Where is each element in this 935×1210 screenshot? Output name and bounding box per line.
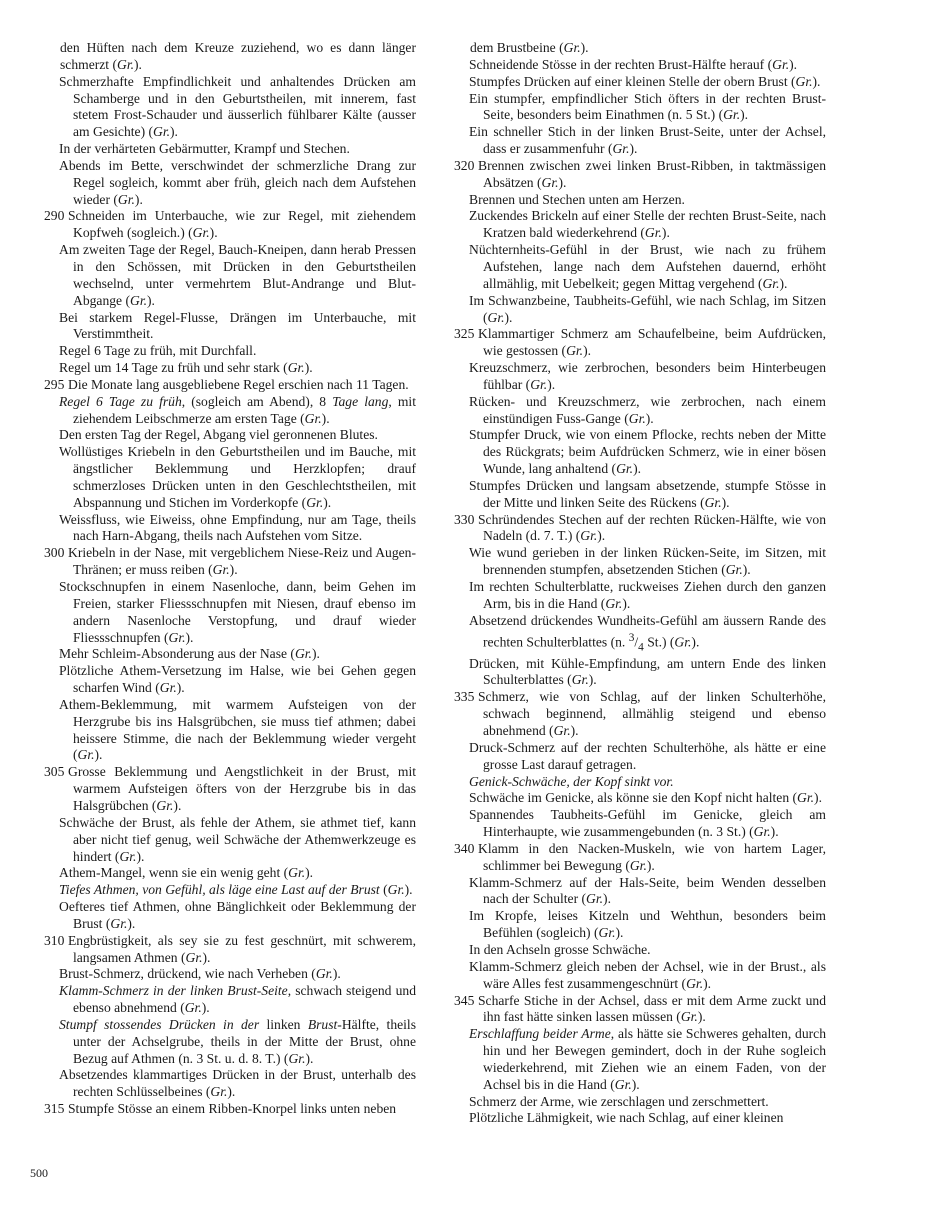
- symptom-entry: In der verhärteten Gebärmutter, Krampf und Stechen.: [59, 141, 350, 157]
- entry-number: 290: [44, 208, 65, 224]
- symptom-entry: Absetzendes klammartiges Drücken in der Brust, unterhalb des rechten Schlüsselbeines (Gr.).: [59, 1067, 416, 1100]
- entry-number: 325: [454, 326, 475, 342]
- entry-number: 340: [454, 840, 475, 856]
- symptom-entry: den Hüften nach dem Kreuze zuziehend, wo es dann länger schmerzt (Gr.).: [60, 40, 416, 72]
- symptom-entry: Nüchternheits-Gefühl in der Brust, wie nach zu frühem Aufstehen, lange nach dem Aufstehen dauernd, erhöht allmählig, mit Uebelkeit; gegen Mittag vergehend (Gr.).: [469, 242, 826, 291]
- symptom-entry: Schwäche im Genicke, als könne sie den Kopf nicht halten (Gr.).: [469, 790, 822, 806]
- symptom-entry: Am zweiten Tage der Regel, Bauch-Kneipen, dann herab Pressen in den Schössen, mit Drücken in den Geburtstheilen wechselnd, unter vermehrtem Blut-Andrange und Blut-Abgange (Gr.).: [59, 242, 416, 308]
- symptom-entry: Klamm-Schmerz auf der Hals-Seite, beim Wenden desselben nach der Schulter (Gr.).: [469, 874, 826, 907]
- symptom-entry: Absetzend drückendes Wundheits-Gefühl am äussern Rande des rechten Schulterblattes (n. $^3/_4$ St.) (Gr.).: [469, 612, 826, 653]
- symptom-entry: Mehr Schleim-Absonderung aus der Nase (Gr.).: [59, 646, 320, 662]
- symptom-entry: Abends im Bette, verschwindet der schmerzliche Drang zur Regel sogleich, kommt aber früh, gleich nach dem Aufstehen wieder (Gr.).: [59, 157, 416, 207]
- symptom-entry: Kreuzschmerz, wie zerbrochen, besonders beim Hinterbeugen fühlbar (Gr.).: [469, 360, 826, 392]
- entry-number: 320: [454, 157, 475, 173]
- entry-number: 300: [44, 545, 65, 561]
- symptom-entry: Stumpfes Drücken und langsam absetzende, stumpfe Stösse in der Mitte und linken Seite des Rückens (Gr.).: [469, 477, 826, 510]
- symptom-entry: Plötzliche Lähmigkeit, wie nach Schlag, auf einer kleinen: [469, 1110, 784, 1126]
- entry-number: 305: [44, 764, 65, 780]
- symptom-entry: Wie wund gerieben in der linken Rücken-Seite, im Sitzen, mit brennenden stumpfen, absetzenden Stichen (Gr.).: [469, 545, 826, 578]
- symptom-entry: Regel 6 Tage zu früh, (sogleich am Abend), 8 Tage lang, mit ziehendem Leibschmerze am ersten Tage (Gr.).: [59, 393, 416, 426]
- entry-number: 310: [44, 932, 65, 948]
- symptom-entry: Ein stumpfer, empfindlicher Stich öfters in der rechten Brust-Seite, besonders beim Einathmen (n. 5 St.) (Gr.).: [469, 90, 826, 123]
- symptom-entry: Im Schwanzbeine, Taubheits-Gefühl, wie nach Schlag, im Sitzen (Gr.).: [469, 292, 826, 325]
- symptom-entry: Spannendes Taubheits-Gefühl im Genicke, gleich am Hinterhaupte, wie zusammengebunden (n. 3 St.) (Gr.).: [469, 807, 826, 840]
- entry-number: 315: [44, 1101, 65, 1117]
- symptom-entry: dem Brustbeine (Gr.).: [470, 40, 589, 55]
- symptom-entry-315: 315 Stumpfe Stösse an einem Ribben-Knorpel links unten neben: [44, 1101, 397, 1117]
- entry-number: 345: [454, 992, 475, 1008]
- symptom-entry: Schneidende Stösse in der rechten Brust-Hälfte herauf (Gr.).: [469, 56, 798, 72]
- symptom-entry: Den ersten Tag der Regel, Abgang viel geronnenen Blutes.: [59, 427, 378, 443]
- symptom-entry: Brust-Schmerz, drückend, wie nach Verheben (Gr.).: [59, 966, 341, 982]
- entry-number: 335: [454, 689, 475, 705]
- symptom-entry: Stockschnupfen in einem Nasenloche, dann, beim Gehen im Freien, starker Fliessschnupfen mit Niesen, drauf ebenso im andern Nasenloche Verstopfung, und drauf wieder Fliessschnupfen (Gr.).: [59, 579, 416, 645]
- symptom-entry: Genick-Schwäche, der Kopf sinkt vor.: [469, 773, 674, 789]
- symptom-entry: Regel um 14 Tage zu früh und sehr stark (Gr.).: [59, 360, 313, 376]
- symptom-entry-320: 320 Brennen zwischen zwei linken Brust-Ribben, in taktmässigen Absätzen (Gr.).: [454, 157, 826, 190]
- symptom-entry-335: 335 Schmerz, wie von Schlag, auf der linken Schulterhöhe, schwach beginnend, allmählig steigend und ebenso abnehmend (Gr.).: [454, 689, 826, 738]
- symptom-entry: Rücken- und Kreuzschmerz, wie zerbrochen, nach einem einstündigen Fuss-Gange (Gr.).: [469, 393, 826, 426]
- symptom-entry: Regel 6 Tage zu früh, mit Durchfall.: [59, 343, 257, 359]
- symptom-entry: Stumpf stossendes Drücken in der linken Brust-Hälfte, theils unter der Achselgrube, theils in der Mitte der Brust, ohne Bezug auf Athmen (n. 3 St. u. d. 8. T.) (Gr.).: [59, 1016, 417, 1066]
- symptom-entry: Klamm-Schmerz gleich neben der Achsel, wie in der Brust., als wäre Alles fest zusammengeschnürt (Gr.).: [469, 958, 826, 991]
- right-column: [440, 40, 826, 1127]
- symptom-entry-325: 325 Klammartiger Schmerz am Schaufelbeine, beim Aufdrücken, wie gestossen (Gr.).: [454, 326, 826, 359]
- left-column: [30, 40, 416, 1118]
- symptom-entry: Stumpfes Drücken auf einer kleinen Stelle der obern Brust (Gr.).: [469, 73, 821, 89]
- symptom-entry: Schmerz der Arme, wie zerschlagen und zerschmettert.: [469, 1093, 769, 1109]
- symptom-entry-330: 330 Schründendes Stechen auf der rechten Rücken-Hälfte, wie von Nadeln (d. 7. T.) (Gr.).: [454, 511, 826, 544]
- symptom-entry: Ein schneller Stich in der linken Brust-Seite, unter der Achsel, dass er zusammenfuhr (Gr.).: [469, 124, 826, 157]
- symptom-entry-305: 305 Grosse Beklemmung und Aengstlichkeit in der Brust, mit warmem Aufsteigen öfters von der Herzgrube bis in das Halsgrübchen (Gr.).: [44, 764, 416, 813]
- symptom-entry-345: 345 Scharfe Stiche in der Achsel, dass er mit dem Arme zuckt und ihn fast hätte sinken lassen müssen (Gr.).: [454, 992, 826, 1025]
- symptom-entry: Erschlaffung beider Arme, als hätte sie Schweres gehalten, durch hin und her Bewegen gemindert, doch in der Ruhe sogleich wiederkehrend, mit Ziehen wie an einem Faden, von der Achsel bis in die Hand (Gr.).: [469, 1026, 826, 1092]
- symptom-entry: Klamm-Schmerz in der linken Brust-Seite, schwach steigend und ebenso abnehmend (Gr.).: [59, 983, 416, 1016]
- page-number: 500: [30, 1166, 48, 1180]
- symptom-entry: Stumpfer Druck, wie von einem Pflocke, rechts neben der Mitte des Rückgrats; beim Aufdrücken Schmerz, wie in einer bösen Wunde, lang anhaltend (Gr.).: [469, 427, 826, 477]
- symptom-entry: Im rechten Schulterblatte, ruckweises Ziehen durch den ganzen Arm, bis in die Hand (Gr.).: [469, 579, 826, 611]
- symptom-entry: Plötzliche Athem-Versetzung im Halse, wie bei Gehen gegen scharfen Wind (Gr.).: [59, 663, 416, 696]
- symptom-entry: Drücken, mit Kühle-Empfindung, am untern Ende des linken Schulterblattes (Gr.).: [469, 655, 826, 688]
- entry-number: 295: [44, 376, 65, 392]
- symptom-entry: Wollüstiges Kriebeln in den Geburtstheilen und im Bauche, mit ängstlicher Beklemmung und Herzklopfen; drauf schmerzloses Drücken unten in den Geschlechtstheilen, mit Abspannung und Stichen im Vorderkopfe (Gr.).: [59, 444, 416, 510]
- symptom-entry-340: 340 Klamm in den Nacken-Muskeln, wie von hartem Lager, schlimmer bei Bewegung (Gr.).: [454, 840, 826, 873]
- symptom-entry-310: 310 Engbrüstigkeit, als sey sie zu fest geschnürt, mit schwerem, langsamen Athmen (Gr.).: [44, 932, 416, 965]
- symptom-entry: Brennen und Stechen unten am Herzen.: [469, 191, 685, 207]
- symptom-entry: Athem-Mangel, wenn sie ein wenig geht (Gr.).: [59, 865, 314, 881]
- symptom-entry: Schwäche der Brust, als fehle der Athem, sie athmet tief, kann aber nicht tief genug, weil Schwäche der Athemwerkzeuge es hindert (Gr.).: [59, 814, 416, 864]
- symptom-entry: In den Achseln grosse Schwäche.: [469, 941, 651, 957]
- symptom-entry: Athem-Beklemmung, mit warmem Aufsteigen von der Herzgrube bis ins Halsgrübchen, sie muss tief athmen; dabei heissere Stimme, die nach der Beklemmung wieder vergeht (Gr.).: [59, 696, 416, 763]
- symptom-entry: Zuckendes Brickeln auf einer Stelle der rechten Brust-Seite, nach Kratzen bald wiederkehrend (Gr.).: [469, 208, 826, 241]
- symptom-entry: Druck-Schmerz auf der rechten Schulterhöhe, als hätte er eine grosse Last darauf getragen.: [469, 739, 826, 772]
- symptom-entry: Weissfluss, wie Eiweiss, ohne Empfindung, nur am Tage, theils nach Harn-Abgang, theils nach Aufstehen vom Sitze.: [59, 511, 416, 544]
- symptom-entry: Schmerzhafte Empfindlichkeit und anhaltendes Drücken am Schamberge und in den Geburtstheilen, mit innerem, fast stetem Frost-Schauder und äusserlich fühlbarer Kälte (ausser am Gesichte) (Gr.).: [59, 73, 416, 140]
- symptom-entry-300: 300 Kriebeln in der Nase, mit vergeblichem Niese-Reiz und Augen-Thränen; er muss reiben (Gr.).: [44, 545, 416, 578]
- symptom-entry: Oefteres tief Athmen, ohne Bänglichkeit oder Beklemmung der Brust (Gr.).: [59, 899, 416, 931]
- entry-number: 330: [454, 511, 475, 527]
- symptom-entry: Bei starkem Regel-Flusse, Drängen im Unterbauche, mit Verstimmtheit.: [59, 309, 416, 342]
- symptom-entry: Im Kropfe, leises Kitzeln und Wehthun, besonders beim Befühlen (sogleich) (Gr.).: [469, 908, 826, 941]
- symptom-entry: Tiefes Athmen, von Gefühl, als läge eine Last auf der Brust (Gr.).: [59, 882, 413, 898]
- symptom-entry-290: 290 Schneiden im Unterbauche, wie zur Regel, mit ziehendem Kopfweh (sogleich.) (Gr.).: [44, 208, 416, 241]
- symptom-entry-295: 295 Die Monate lang ausgebliebene Regel erschien nach 11 Tagen.: [44, 376, 409, 392]
